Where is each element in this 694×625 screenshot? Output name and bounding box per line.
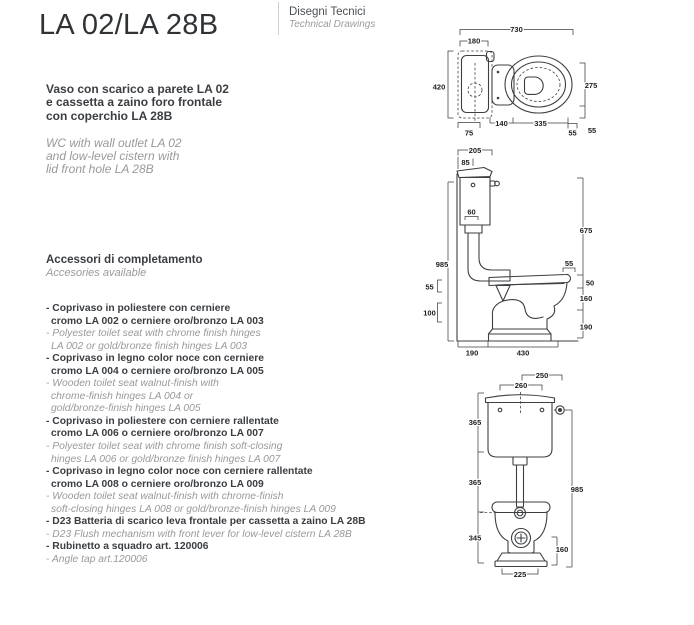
side-dimension-labels — [423, 146, 594, 358]
dim-label-140: 140 — [495, 119, 508, 129]
dim-label-160: 160 — [579, 294, 593, 303]
accessory-line: - Polyester toilet seat with chrome finish hinges — [46, 328, 261, 340]
plan-bowl — [492, 56, 572, 113]
side-wall-floor — [457, 174, 578, 341]
dim-label-left-100: 100 — [423, 308, 436, 318]
accessory-line: - Rubinetto a squadro art. 120006 — [46, 541, 209, 553]
description-line: and low-level cistern with — [46, 149, 180, 164]
accessory-line: hinges LA 006 or gold/bronze finish hinges LA 007 — [51, 453, 281, 465]
accessory-line: - Polyester toilet seat with chrome finish soft-closing — [46, 441, 283, 453]
accessories-list — [46, 303, 406, 566]
dim-label-75: 75 — [464, 128, 474, 138]
dim-label-190: 190 — [579, 322, 593, 332]
dim-label-55: 55 — [568, 128, 577, 138]
dim-label-260: 260 — [514, 380, 528, 390]
dim-label-overall-depth: 420 — [432, 82, 446, 92]
dim-label-overall-width: 730 — [510, 25, 523, 34]
dim-label-160: 160 — [555, 545, 569, 554]
dim-label-60: 60 — [467, 207, 476, 217]
accessory-line: gold/bronze-finish hinges LA 005 — [51, 403, 201, 415]
accessory-line: - D23 Batteria di scarico leva frontale per cassetta a zaino LA 28B — [46, 516, 366, 528]
accessories-heading-italian: Accessori di completamento — [46, 254, 203, 266]
plan-view-drawing — [425, 18, 610, 143]
dim-label-985: 985 — [435, 260, 449, 269]
dim-label-left-55: 55 — [425, 282, 434, 292]
accessory-line: cromo LA 004 o cerniere oro/bronzo LA 005 — [51, 365, 264, 377]
dim-label-bottom-430: 430 — [516, 348, 530, 358]
dim-label-675: 675 — [579, 226, 593, 235]
dim-label-345: 345 — [468, 533, 482, 543]
dim-label-cistern-depth: 205 — [468, 145, 482, 155]
accessory-line: chrome-finish hinges LA 004 or — [51, 390, 194, 402]
accessory-line: - Angle tap art.120006 — [46, 553, 148, 565]
front-angle-tap — [555, 406, 565, 414]
accessory-line: cromo LA 008 o cerniere oro/bronzo LA 009 — [51, 478, 264, 490]
header-divider — [278, 2, 279, 35]
product-description-english — [46, 137, 182, 177]
dim-label-225: 225 — [513, 569, 527, 579]
front-cistern — [486, 392, 555, 457]
dim-label-250: 250 — [535, 370, 549, 380]
dim-label-50: 50 — [585, 278, 595, 288]
accessory-line: cromo LA 002 o cerniere oro/bronzo LA 003 — [51, 315, 264, 327]
dim-label-bottom-190: 190 — [465, 348, 479, 358]
description-line: WC with wall outlet LA 02 — [46, 136, 182, 150]
dim-label-335: 335 — [534, 119, 547, 129]
dim-label-bowl-depth: 275 — [584, 81, 598, 90]
dim-label-365-lower: 365 — [468, 478, 482, 487]
description-line: con coperchio LA 28B — [46, 108, 173, 123]
accessory-line: - Wooden toilet seat walnut-finish with chrome-finish — [46, 491, 284, 503]
dim-label-985: 985 — [570, 485, 584, 494]
side-toilet — [489, 274, 571, 341]
accessory-line: - Coprivaso in poliestere con cerniere — [46, 303, 231, 314]
accessory-line: LA 002 or gold/bronze finish hinges LA 003 — [51, 340, 248, 352]
description-line: Vaso con scarico a parete LA 02 — [46, 82, 229, 96]
section-header — [289, 6, 375, 30]
accessories-heading — [46, 254, 203, 279]
description-line: lid front hole LA 28B — [46, 162, 154, 177]
page-title: LA 02/LA 28B — [39, 9, 219, 41]
front-view-drawing — [420, 368, 620, 590]
accessory-line: - D23 Flush mechanism with front lever for low-level cistern LA 28B — [46, 528, 352, 540]
dim-label-rear-offset: 55 — [587, 126, 597, 135]
product-description-italian — [46, 83, 229, 123]
dim-label-85: 85 — [461, 158, 470, 167]
side-dimension-lines — [435, 150, 584, 347]
side-view-drawing — [420, 143, 605, 363]
accessory-line: cromo LA 006 o cerniere oro/bronzo LA 007 — [51, 428, 264, 440]
dim-label-365-upper: 365 — [468, 418, 482, 427]
accessory-line: soft-closing hinges LA 008 or gold/bronze-finish hinges LA 009 — [51, 503, 336, 515]
section-title-english: Technical Drawings — [289, 19, 376, 30]
dim-label-cistern-width: 180 — [467, 36, 481, 46]
section-title-italian: Disegni Tecnici — [289, 6, 366, 18]
front-toilet — [480, 502, 550, 567]
accessory-line: - Coprivaso in legno color noce con cerniere rallentate — [46, 466, 313, 478]
plan-dimension-labels — [433, 25, 598, 138]
accessory-line: - Wooden toilet seat walnut-finish with — [46, 378, 219, 390]
plan-cistern — [458, 51, 494, 122]
description-line: e cassetta a zaino foro frontale — [46, 95, 223, 110]
front-flush-pipe — [513, 457, 527, 507]
side-flush-pipe — [465, 225, 510, 281]
accessories-heading-english: Accesories available — [46, 267, 147, 279]
accessory-line: - Coprivaso in poliestere con cerniere rallentate — [46, 415, 279, 427]
accessory-line: - Coprivaso in legno color noce con cerniere — [46, 353, 264, 365]
dim-label-seat-55: 55 — [564, 259, 574, 268]
